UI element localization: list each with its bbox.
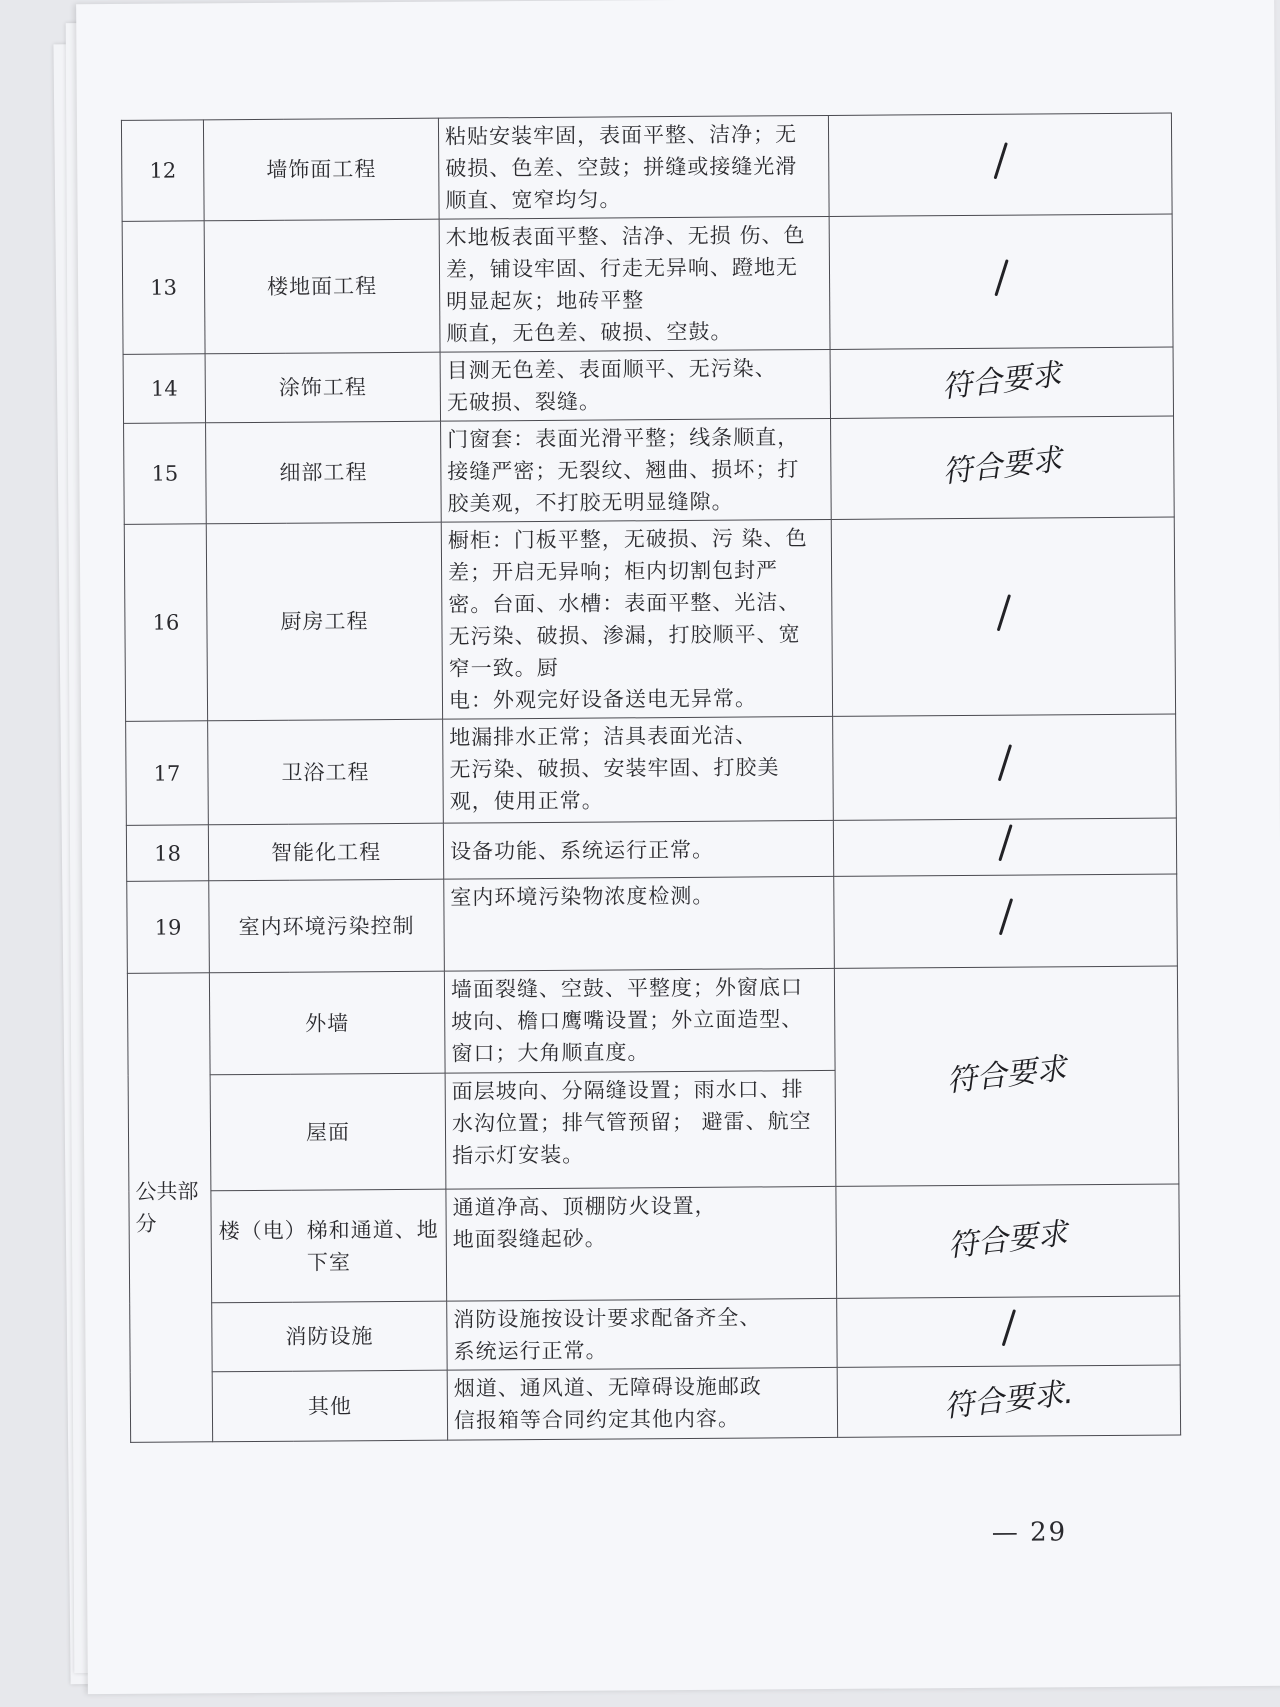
result-cell	[833, 714, 1177, 820]
requirement-line: 指示灯安装。	[452, 1142, 585, 1168]
table-row	[122, 214, 1173, 354]
requirement-cell	[443, 716, 834, 823]
requirement-line: 窗口；大角顺直度。	[451, 1040, 650, 1066]
table-row	[127, 966, 1178, 1075]
check-slash-mark	[998, 824, 1012, 861]
table-row	[124, 416, 1175, 524]
requirement-cell	[447, 1367, 837, 1440]
item-name: 外墙	[209, 971, 445, 1075]
requirement-line: 地漏排水正常；洁具表面光洁、	[449, 723, 758, 750]
requirement-line: 无污染、破损、安装牢固、打胶美	[449, 755, 780, 782]
requirement-line: 明显起灰；地砖平整	[446, 288, 645, 314]
item-name: 楼地面工程	[204, 219, 440, 354]
requirement-line: 木地板表面平整、洁净、无损 伤、色	[445, 223, 806, 250]
requirement-cell	[446, 1186, 837, 1301]
result-cell	[831, 416, 1175, 519]
requirement-line: 地面裂缝起砂。	[452, 1226, 607, 1252]
result-cell	[833, 818, 1176, 876]
item-name: 其他	[212, 1370, 447, 1442]
requirement-line: 面层坡向、分隔缝设置；雨水口、排	[451, 1077, 804, 1104]
item-name: 楼（电）梯和通道、地下室	[211, 1189, 447, 1303]
table-row	[130, 1296, 1180, 1372]
table-row	[126, 714, 1177, 825]
requirement-cell	[444, 968, 835, 1073]
inspection-table	[121, 113, 1181, 1443]
table-row	[126, 818, 1176, 881]
requirement-line: 门窗套：表面光滑平整；线条顺直，	[447, 425, 800, 452]
item-name: 墙饰面工程	[203, 118, 439, 221]
row-number: 19	[127, 881, 210, 974]
check-slash-mark	[1001, 1309, 1015, 1346]
handwritten-result: 符合要求	[940, 357, 1064, 406]
result-cell	[834, 966, 1179, 1186]
requirement-line: 电：外观完好设备送电无异常。	[448, 686, 758, 713]
item-name: 厨房工程	[206, 522, 442, 721]
table-row	[129, 1184, 1180, 1303]
requirement-line: 接缝严密；无裂纹、翘曲、损坏；打	[447, 457, 800, 484]
requirement-line: 差，铺设牢固、行走无异响、蹬地无	[445, 255, 799, 282]
row-number: 16	[124, 524, 207, 722]
section-label: 公共部分	[127, 973, 212, 1443]
requirement-cell	[443, 820, 833, 879]
requirement-cell	[441, 519, 832, 719]
document-page	[76, 0, 1280, 1694]
item-name: 室内环境污染控制	[209, 879, 445, 973]
check-slash-mark	[993, 142, 1007, 179]
requirement-line: 顺直、宽窄均匀。	[445, 187, 622, 213]
requirement-line: 橱柜：门板平整，无破损、污 染、色	[447, 526, 808, 553]
handwritten-result: 符合要求.	[942, 1375, 1076, 1425]
result-cell	[830, 347, 1173, 418]
item-name: 消防设施	[212, 1301, 447, 1372]
row-number: 17	[126, 721, 209, 826]
handwritten-result: 符合要求	[944, 1050, 1069, 1099]
requirement-line: 观，使用正常。	[449, 788, 604, 814]
requirement-cell	[447, 1298, 837, 1370]
handwritten-result: 符合要求	[946, 1215, 1070, 1264]
check-slash-mark	[994, 259, 1008, 296]
table-row	[130, 1365, 1180, 1442]
requirement-line: 通道净高、顶棚防火设置，	[452, 1193, 717, 1220]
requirement-line: 烟道、通风道、无障碍设施邮政	[453, 1374, 762, 1401]
requirement-line: 目测无色差、表面顺平、无污染、	[446, 356, 777, 383]
requirement-line: 坡向、檐口鹰嘴设置；外立面造型、	[451, 1007, 804, 1034]
requirement-line: 设备功能、系统运行正常。	[449, 837, 715, 864]
requirement-line: 室内环境污染物浓度检测。	[450, 883, 715, 910]
row-number: 12	[121, 120, 204, 222]
requirement-line: 破损、色差、空鼓；拼缝或接缝光滑	[445, 154, 798, 181]
requirement-line: 消防设施按设计要求配备齐全、	[453, 1305, 762, 1332]
result-cell	[829, 214, 1173, 349]
item-name: 涂饰工程	[205, 352, 440, 423]
check-slash-mark	[997, 744, 1011, 781]
result-cell	[837, 1296, 1180, 1367]
handwritten-result: 符合要求	[940, 442, 1064, 491]
requirement-line: 系统运行正常。	[453, 1338, 608, 1364]
requirement-line: 窄一致。厨	[448, 655, 559, 681]
requirement-cell	[440, 349, 830, 421]
result-cell	[828, 113, 1172, 216]
result-cell	[837, 1365, 1180, 1437]
requirement-line: 水沟位置；排气管预留； 避雷、航空	[451, 1109, 812, 1136]
requirement-line: 墙面裂缝、空鼓、平整度；外窗底口	[450, 975, 804, 1002]
row-number: 15	[124, 423, 207, 525]
row-number: 18	[126, 825, 208, 882]
requirement-cell	[439, 216, 830, 352]
item-name: 细部工程	[206, 421, 442, 524]
requirement-cell	[438, 115, 829, 219]
result-cell	[831, 517, 1175, 716]
check-slash-mark	[996, 594, 1010, 631]
requirement-cell	[445, 1070, 836, 1189]
requirement-cell	[444, 876, 835, 971]
table-row	[121, 113, 1172, 221]
requirement-line: 信报箱等合同约定其他内容。	[453, 1406, 741, 1433]
requirement-line: 顺直，无色差、破损、空鼓。	[446, 319, 733, 346]
result-cell	[834, 874, 1178, 968]
check-slash-mark	[998, 898, 1012, 935]
table-row	[127, 874, 1178, 973]
row-number: 14	[123, 354, 205, 424]
requirement-line: 无污染、破损、渗漏，打胶顺平、宽	[448, 622, 801, 649]
item-name: 屋面	[210, 1073, 446, 1191]
row-number: 13	[122, 221, 205, 355]
requirement-line: 密。台面、水槽：表面平整、光洁、	[448, 590, 801, 617]
requirement-line: 粘贴安装牢固，表面平整、洁净；无	[444, 122, 798, 149]
requirement-line: 无破损、裂缝。	[446, 389, 601, 415]
page-number: — 29	[991, 1517, 1068, 1548]
requirement-line: 胶美观，不打胶无明显缝隙。	[447, 489, 734, 516]
inspection-table-wrapper	[121, 113, 1180, 1443]
requirement-cell	[441, 418, 832, 522]
item-name: 智能化工程	[208, 823, 443, 881]
item-name: 卫浴工程	[208, 719, 444, 825]
requirement-line: 差；开启无异响；柜内切割包封严	[448, 558, 779, 585]
table-row	[124, 517, 1175, 721]
table-row	[123, 347, 1173, 423]
result-cell	[836, 1184, 1180, 1298]
